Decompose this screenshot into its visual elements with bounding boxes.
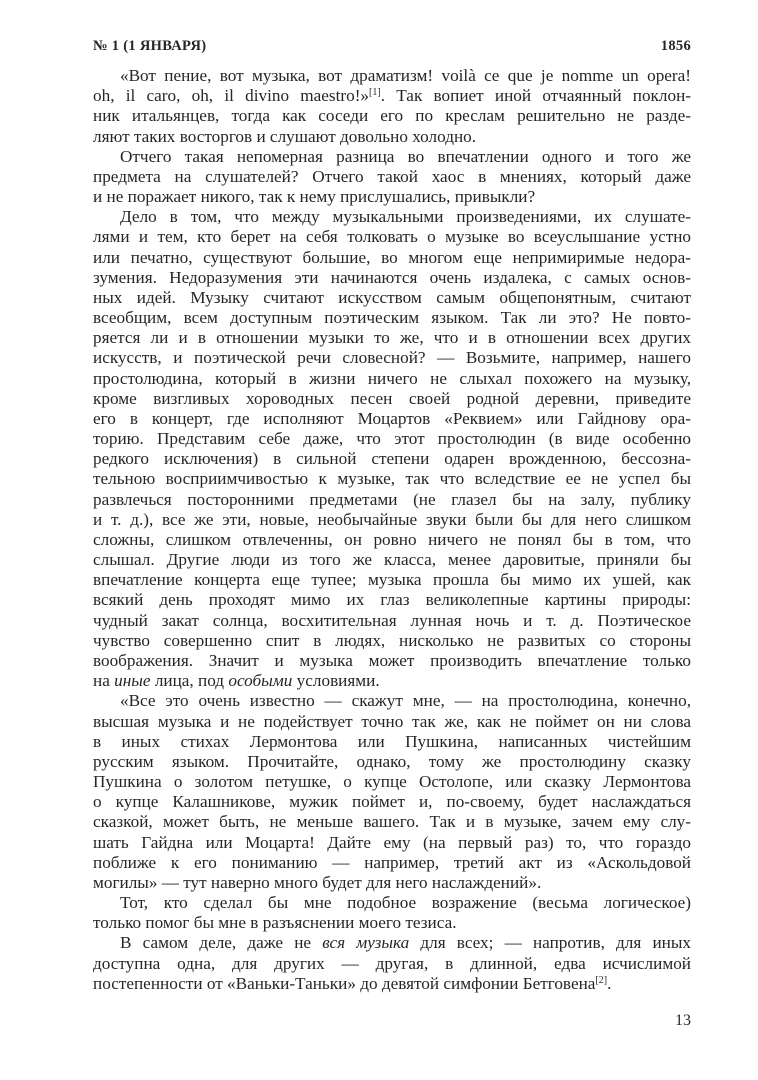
text-line: могилы» — тут наверно много будет для него наслаждений». [93,872,542,892]
text-line: ряется ли и в отношении музыки то же, что и в отношении всех других [93,328,691,348]
text-line: всеобщим, всем доступным поэтическим языком. Так ли это? Не повто- [93,308,691,328]
emphasis: особыми [228,671,293,691]
text-line: и т. д.), все же эти, новые, необычайные звуки были бы для него слишком [93,509,691,529]
paragraph [93,691,691,893]
text-span: . Так вопиет иной отчаянный поклон- [380,86,691,106]
text-line: зумения. Недоразумения эти начинаются очень издалека, с самых основ- [93,267,691,287]
text-span: В самом деле, даже не [120,933,323,953]
text-line: и не поражает никого, так к нему прислушались, привыкли? [93,187,536,207]
emphasis: иные [114,671,151,691]
running-header-year: 1856 [660,38,691,54]
article-body [93,66,691,994]
text-line: сложны, слишком отвлеченны, он ровно ничего не понял бы в том, что [93,529,691,549]
text-line: шать Гайдна или Моцарта! Дайте ему (на первый раз) то, что гораздо [93,832,691,852]
text-span: для всех; — напротив, для иных [409,933,691,953]
text-line: высшая музыка и не подействует точно так же, как не поймет он ни слова [93,711,691,731]
text-line: Отчего такая непомерная разница во впечатлении одного и того же [120,146,691,166]
text-line: «Все это очень известно — скажут мне, — на простолюдина, конечно, [120,691,691,711]
text-line: чувство совершенно спит в людях, нисколько не развитых со стороны [93,630,691,650]
text-span: на [93,671,115,691]
footnote-reference: [1] [369,87,381,99]
text-line: в иных стихах Лермонтова или Пушкина, написанных чистейшим [93,731,691,751]
text-line: поближе к его пониманию — например, третий акт из «Аскольдовой [93,852,691,872]
paragraph [93,147,691,208]
text-span: oh, il caro, oh, il divino maestro!» [93,86,370,106]
text-line: редкого исключения) в сильной степени одарен врожденною, бессозна- [93,449,691,469]
text-line: о купце Калашникове, мужик поймет и, по-своему, будет наслаждаться [93,792,691,812]
text-line: Тот, кто сделал бы мне подобное возражение (весьма логическое) [120,893,691,913]
page-number: 13 [675,1012,691,1029]
text-span: . [607,973,612,993]
text-line: Пушкина о золотом петушке, о купце Остолопе, или сказку Лермонтова [93,772,691,792]
text-line: его в концерт, где исполняют Моцартов «Реквием» или Гайднову ора- [93,408,691,428]
emphasis: вся музыка [322,933,410,953]
text-line: тельною восприимчивостью к музыке, так что вследствие ее не успел бы [93,469,691,489]
text-line [93,86,691,106]
text-line: простолюдина, который в жизни ничего не слыхал похожего на музыку, [93,368,691,388]
paragraph [93,207,691,691]
text-line: всякий день проходят мимо их глаз великолепные картины природы: [93,590,691,610]
paragraph [93,893,691,933]
paragraph [93,66,691,147]
text-span: лица, под [150,671,229,691]
text-line: ник итальянцев, тогда как соседи его по креслам решительно не разде- [93,106,691,126]
text-line: слышал. Другие люди из того же класса, менее даровитые, приняли бы [93,550,691,570]
text-line: предмета на слушателей? Отчего такой хаос в мнениях, который даже [93,166,691,186]
text-line: ных идей. Музыку считают искусством самым общепонятным, считают [93,287,691,307]
text-line [93,933,691,953]
text-line: лями и тем, кто берет на себя толковать о музыке во всеуслышание устно [93,227,691,247]
text-line: Дело в том, что между музыкальными произведениями, их слушате- [120,207,691,227]
text-span: постепенности от «Ваньки-Таньки» до девятой симфонии Бетговена [93,973,596,993]
paragraph [93,933,691,994]
text-line [93,671,691,691]
text-line: впечатление концерта еще тупее; музыка прошла бы мимо их ушей, как [93,570,691,590]
text-line: воображения. Значит и музыка может производить впечатление только [93,650,691,670]
text-line: сказкой, может быть, не меньше вашего. Так и в музыке, зачем ему слу- [93,812,691,832]
text-line: развлечься посторонними предметами (не глазел бы на залу, публику [93,489,691,509]
text-line: искусств, и поэтической речи словесной? — Возьмите, например, нашего [93,348,691,368]
text-line: торию. Представим себе даже, что этот простолюдин (в виде особенно [93,429,691,449]
text-line: чудный закат солнца, восхитительная лунная ночь и т. д. Поэтическое [93,610,691,630]
text-line: только помог бы мне в разъяснении моего тезиса. [93,913,457,933]
footnote-reference: [2] [595,974,608,986]
text-line: ляют таких восторгов и слушают довольно холодно. [93,126,477,146]
text-line [93,974,691,994]
text-line: доступна одна, для других — другая, в длинной, едва исчислимой [93,953,691,973]
text-span: условиями. [292,671,380,691]
text-line: русским языком. Прочитайте, однако, тому же простолюдину сказку [93,751,691,771]
text-line: или печатно, существуют большие, во многом еще непримиримые недора- [93,247,691,267]
text-line: «Вот пение, вот музыка, вот драматизм! voilà ce que je nomme un opera! [120,66,691,85]
text-line: кроме визгливых хороводных песен своей родной деревни, приведите [93,388,691,408]
running-header-issue: № 1 (1 ЯНВАРЯ) [93,38,207,54]
